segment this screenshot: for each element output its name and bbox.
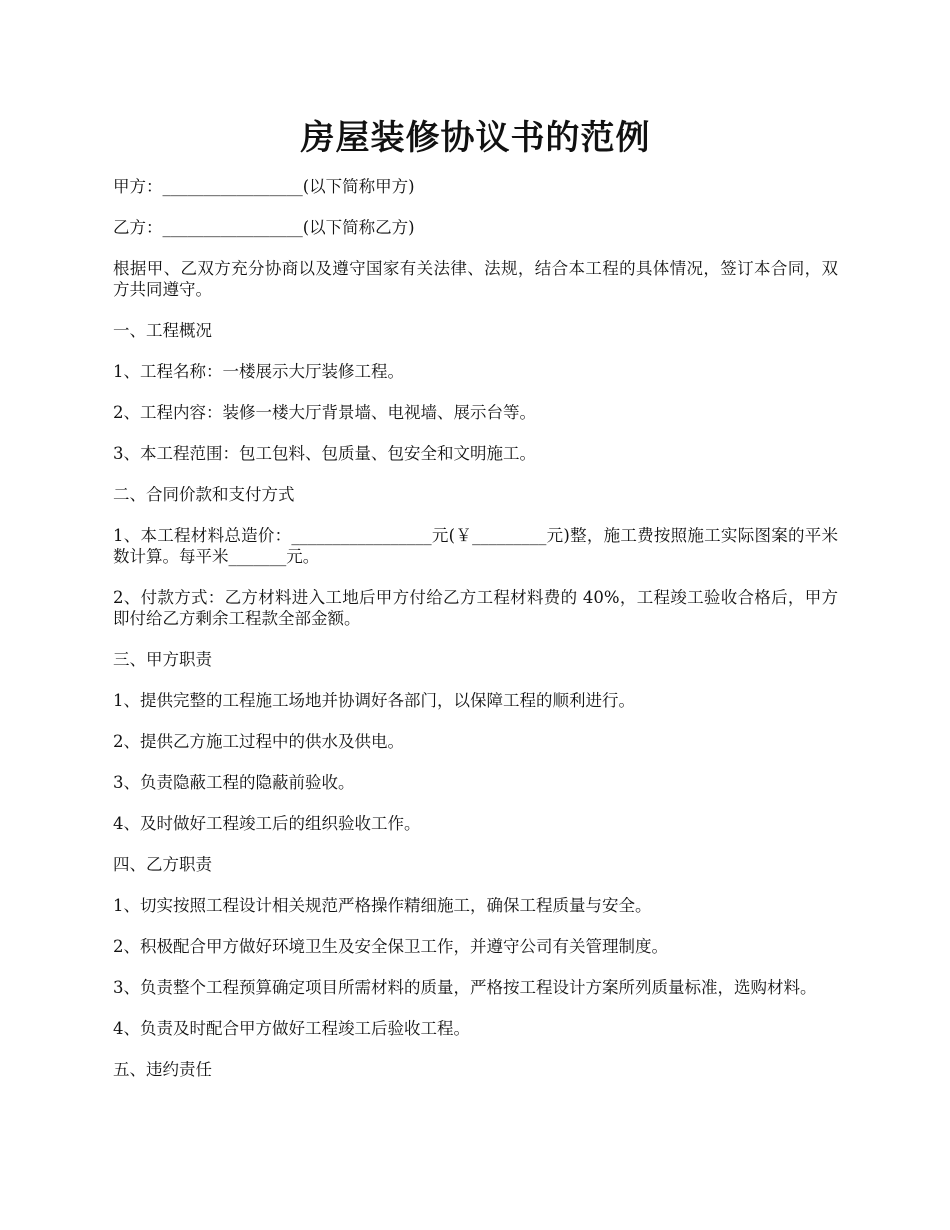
intro-paragraph: 根据甲、乙双方充分协商以及遵守国家有关法律、法规，结合本工程的具体情况，签订本合同，双方共同遵守。 bbox=[113, 259, 838, 299]
clause: 4、负责及时配合甲方做好工程竣工后验收工程。 bbox=[113, 1019, 470, 1038]
clause: 1、提供完整的工程施工场地并协调好各部门，以保障工程的顺利进行。 bbox=[113, 691, 635, 710]
clause: 2、工程内容：装修一楼大厅背景墙、电视墙、展示台等。 bbox=[113, 403, 536, 422]
clause: 2、提供乙方施工过程中的供水及供电。 bbox=[113, 732, 404, 751]
clause: 1、本工程材料总造价：_________________元(￥_________元)整，施工费按照施工实际图案的平米数计算。每平米_______元。 bbox=[113, 526, 838, 566]
clause: 3、本工程范围：包工包料、包质量、包安全和文明施工。 bbox=[113, 444, 536, 463]
clause: 2、积极配合甲方做好环境卫生及安全保卫工作，并遵守公司有关管理制度。 bbox=[113, 937, 668, 956]
party-a-line: 甲方：_________________(以下简称甲方) bbox=[113, 177, 415, 196]
section-heading: 三、甲方职责 bbox=[113, 650, 212, 669]
section-heading: 一、工程概况 bbox=[113, 321, 212, 340]
clause: 3、负责整个工程预算确定项目所需材料的质量，严格按工程设计方案所列质量标准，选购材料。 bbox=[113, 978, 817, 997]
clause: 1、工程名称：一楼展示大厅装修工程。 bbox=[113, 362, 404, 381]
clause: 2、付款方式：乙方材料进入工地后甲方付给乙方工程材料费的 40%，工程竣工验收合格后，甲方即付给乙方剩余工程款全部金额。 bbox=[113, 588, 838, 628]
document-body bbox=[113, 176, 838, 1080]
clause: 4、及时做好工程竣工后的组织验收工作。 bbox=[113, 814, 421, 833]
section-heading: 五、违约责任 bbox=[113, 1060, 212, 1079]
clause: 1、切实按照工程设计相关规范严格操作精细施工，确保工程质量与安全。 bbox=[113, 896, 652, 915]
section-heading: 二、合同价款和支付方式 bbox=[113, 485, 295, 504]
party-b-line: 乙方：_________________(以下简称乙方) bbox=[113, 218, 415, 237]
clause: 3、负责隐蔽工程的隐蔽前验收。 bbox=[113, 773, 355, 792]
section-heading: 四、乙方职责 bbox=[113, 855, 212, 874]
document-title: 房屋装修协议书的范例 bbox=[300, 118, 651, 158]
